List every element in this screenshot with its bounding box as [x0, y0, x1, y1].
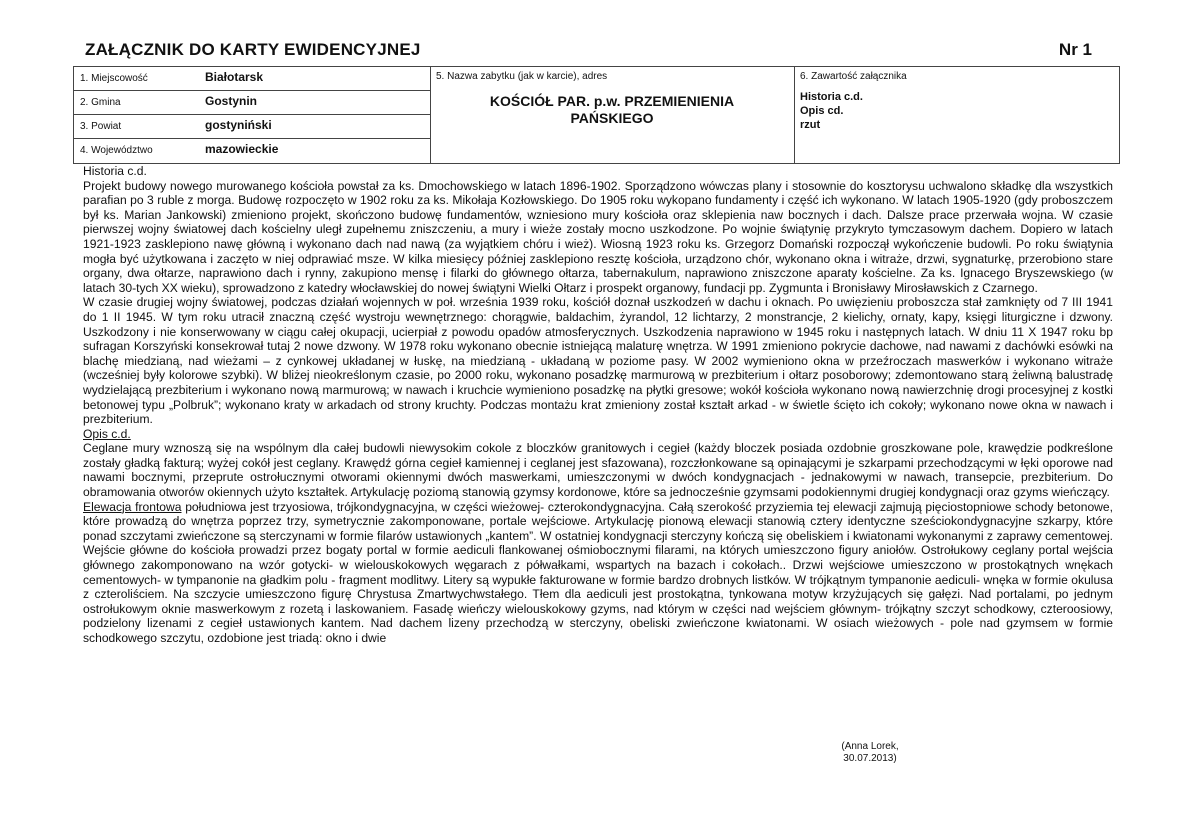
- voivodeship-value: mazowieckie: [205, 142, 279, 156]
- location-column: [74, 67, 431, 163]
- signature-name: (Anna Lorek,: [841, 741, 899, 752]
- monument-name-line1: KOŚCIÓŁ PAR. p.w. PRZEMIENIENIA: [489, 93, 735, 109]
- attachment-item: Opis cd.: [800, 105, 844, 117]
- attachment-item: rzut: [800, 119, 821, 131]
- document-title: ZAŁĄCZNIK DO KARTY EWIDENCYJNEJ: [85, 40, 421, 59]
- location-row-town: [74, 67, 430, 91]
- facade-paragraph: [83, 500, 1113, 646]
- town-value: Białotarsk: [205, 70, 264, 84]
- location-row-voivodeship: [74, 139, 430, 163]
- attachment-number: Nr 1: [1058, 40, 1092, 59]
- header-table: [73, 66, 1120, 164]
- monument-column: [430, 67, 795, 163]
- monument-name: [430, 93, 794, 127]
- commune-value: Gostynin: [205, 94, 258, 108]
- location-row-county: [74, 115, 430, 139]
- document-body: [83, 164, 1113, 646]
- description-heading: Opis c.d.: [83, 426, 131, 441]
- attachment-item: Historia c.d.: [800, 91, 863, 103]
- signature-date: 30.07.2013): [843, 753, 897, 764]
- county-value: gostyniński: [205, 118, 272, 132]
- attachment-contents-column: [794, 67, 1119, 163]
- county-label: 3. Powiat: [80, 121, 122, 132]
- description-paragraph-1: Ceglane mury wznoszą się na wspólnym dla całej budowli niewysokim cokole z bloczków granitowych i cegieł (każdy bloczek posiada ozdobnie groszkowane pole, krawędzie podkreślone zostały gładką fakturą; wyżej cokół jest ceglany. Krawędź górna cegieł kamiennej i ceglanej jest sfazowana), rozczłonkowane są opinającymi je szkarpami przechodzącymi w łęki oporowe nad nawami bocznymi, przeprute ostrołucznymi otworami okiennymi dwóch maswerkami, umieszczonymi w dwóch kondygnacjach - jednakowymi w nawach, transepcie, prezbiterium. Do obramowania otworów okiennych użyto kształtek. Artykulację poziomą stanowią gzymsy kordonowe, które sa jednocześnie gzymsami podokiennymi drugiej kondygnacji oraz gzyms wieńczący.: [83, 441, 1113, 500]
- history-paragraph-1: Projekt budowy nowego murowanego kościoła powstał za ks. Dmochowskiego w latach 1896-1902. Sporządzono wówczas plany i stosownie do kosztorysu uchwalono składkę dla wszystkich parafian po 3 ruble z morga. Budowę rozpoczęto w 1902 roku za ks. Mikołaja Kozłowskiego. Do 1905 roku wykopano fundamenty i część ich wykonano. W latach 1905-1920 (gdy proboszczem był ks. Marian Jankowski) zmieniono projekt, skończono budowę fundamentów, wzniesiono mury kościoła oraz sklepienia naw bocznych i dach. Dalsze prace przerwała wojna. W czasie pierwszej wojny światowej dach kościelny uległ zupełnemu zniszczeniu, a mury i wieże zostały mocno uszkodzone. Po wojnie świątynię przykryto tymczasowym dachem. Dopiero w latach 1921-1923 zasklepiono nawę główną i wykonano dach nad nawą (za wyjątkiem chóru i wież). Wiosną 1923 roku ks. Grzegorz Domański rozpoczął wykończenie budowli. Po roku świątynia mogła być użytkowana i zaczęto w niej odprawiać msze. W kilka miesięcy później zasklepiono resztę kościoła, urządzono chór, wykonano okna i witraże, drzwi, sygnaturkę, przerobiono stare organy, dwa ołtarze, naprawiono dach i rynny, zakupiono mensę i filarki do głównego ołtarza, tabernakulum, naprawiono zniszczone aparaty kościelne. Za ks. Ignacego Bryszewskiego (w latach 30-tych XX wieku), sprowadzono z katedry włocławskiej do nowej świątyni Wielki Ołtarz i prospekt organowy, fundacji pp. Zygmunta i Bronisławy Mirosławskich z Czarnego.: [83, 178, 1113, 295]
- voivodeship-label: 4. Województwo: [80, 145, 153, 156]
- facade-text: południowa jest trzyosiowa, trójkondygnacyjna, w części wieżowej- czterokondygnacyjna. Całą szerokość przyziemia tej elewacji zajmują pięciostopniowe schody betonowe, które prowadzą do wnętrza poprzez trzy, symetrycznie zakomponowane, portale wejściowe. Artykulację pionową elewacji stanowią cztery identyczne sześciokondygnacyjne szkarpy, które ponad szczytami zwieńczone są sterczynami w formie filarów ustawionych „kantem”. W ostatniej kondygnacji sterczyny kończą się obeliskiem i kwiatonami wykonanymi z zaprawy cementowej. Wejście główne do kościoła prowadzi przez bogaty portal w formie aediculi flankowanej ośmiobocznymi filarami, na których umieszczono figury aniołów. Ostrołukowy ceglany portal wejścia głównego zakomponowano na wzór gotycki- w wielouskokowych węgarach z półwałkami, wspartych na bazach i cokołach.. Drzwi wejściowe umieszczono w prostokątnych wnękach cementowych- w tympanonie na gładkim polu - fragment modlitwy. Litery są wypukłe fakturowane w formie bardzo drobnych listków. W trójkątnym tympanonie aediculi- wnęka w formie okulusa z czteroliściem. Na szczycie umieszczono figurę Chrystusa Zmartwychwstałego. Tłem dla aediculi jest prostokątna, tynkowana motyw krzyżujących się gałęzi. Nad portalami, po jednym ostrołukowym oknie maswerkowym z rozetą i laskowaniem. Fasadę wieńczy wielouskokowy gzyms, nad którym w części nad wejściem głównym- trójkątny szczyt schodkowy, czteroosiowy, podzielony lizenami z cegieł ustawionych kantem. Nad dachem lizeny przechodzą w sterczyny, obeliski zwieńczone kwiatonami. W osiach wieżowych - pole nad gzymsem w formie schodkowego szczytu, ozdobione jest triadą: okno i dwie: [83, 499, 1113, 645]
- commune-label: 2. Gmina: [80, 97, 121, 108]
- monument-label: 5. Nazwa zabytku (jak w karcie), adres: [436, 71, 608, 82]
- town-label: 1. Miejscowość: [80, 73, 148, 84]
- location-row-commune: [74, 91, 430, 115]
- attachment-contents-list: [800, 90, 863, 132]
- facade-heading: Elewacja frontowa: [83, 499, 182, 514]
- history-heading: Historia c.d.: [83, 164, 147, 178]
- attachment-contents-label: 6. Zawartość załącznika: [800, 71, 907, 82]
- monument-name-line2: PAŃSKIEGO: [570, 110, 654, 126]
- history-paragraph-2: W czasie drugiej wojny światowej, podczas działań wojennych w poł. września 1939 roku, kościół doznał uszkodzeń w dachu i oknach. Po uwięzieniu proboszcza stał zamknięty od 7 III 1941 do 1 II 1945. W tym roku utracił znaczną część wystroju wewnętrznego: chorągwie, baldachim, żyrandol, 12 lichtarzy, 2 monstrancje, 2 kielichy, ornaty, kapy, księgi liturgiczne i dzwony. Uszkodzony i nie konserwowany w ciągu całej okupacji, ucierpiał z powodu opadów atmosferycznych. Uszkodzenia naprawiono w 1945 roku i następnych latach. W dniu 11 X 1947 roku bp sufragan Korszyński konsekrował tutaj 2 nowe dzwony. W 1978 roku wykonano obecnie istniejącą malaturę wnętrza. W 1991 zmieniono pokrycie dachowe, nad nawami z dachówki esówki na blachę miedzianą, nad wieżami – z cynkowej układanej w łuskę, na miedzianą - układaną w poziome pasy. W 2002 wymieniono okna w przeźroczach maswerków i wykonano witraże (wcześniej były kolorowe szybki). W bliżej nieokreślonym czasie, po 2000 roku, wykonano posadzkę marmurową w prezbiterium i ołtarz posoborowy; zdemontowano starą żeliwną balustradę wydzielającą prezbiterium i wykonano nową marmurową; w nawach i kruchcie wymieniono posadzkę na płytki gresowe; wokół kościoła wykonano nową nawierzchnię drogi procesyjnej z kostki betonowej typu „Polbruk”; wykonano kraty w arkadach od strony kruchty. Podczas montażu krat zmieniony został kształt arkad - w świetle ścięto ich cokoły; wykonano nowe okna w nawach i prezbiterium.: [83, 295, 1113, 427]
- signature-block: [820, 741, 920, 765]
